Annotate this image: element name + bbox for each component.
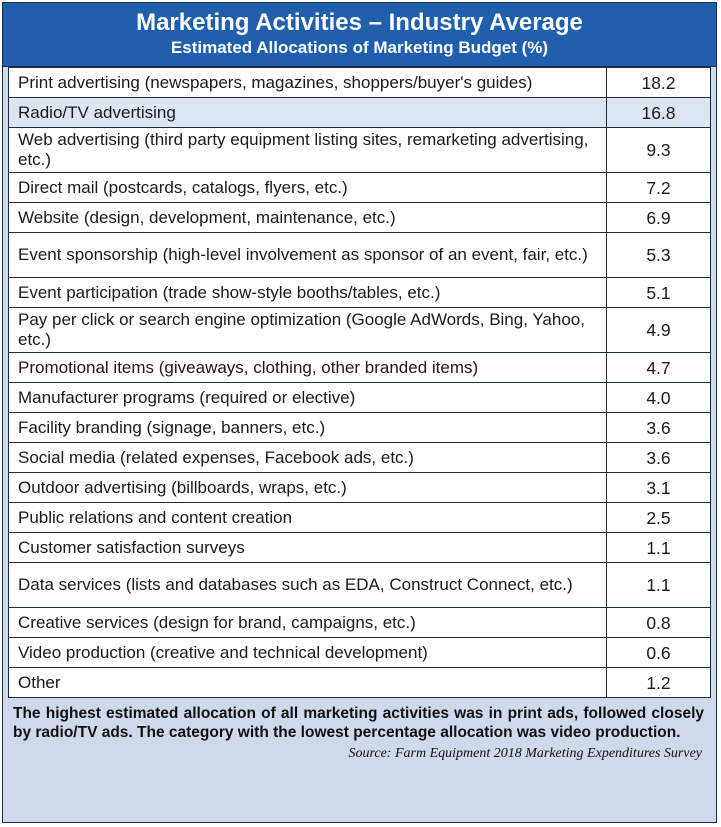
row-label: Radio/TV advertising [9,98,607,128]
row-label: Event sponsorship (high-level involvement as sponsor of an event, fair, etc.) [9,233,607,278]
row-value: 4.7 [607,353,711,383]
table-row [9,503,711,533]
row-label: Print advertising (newspapers, magazines, shoppers/buyer's guides) [9,68,607,98]
table-row [9,173,711,203]
row-value: 4.0 [607,383,711,413]
allocation-table [8,67,711,698]
table-row [9,308,711,353]
table-header [3,3,716,67]
row-label: Web advertising (third party equipment listing sites, remarketing advertising, etc.) [9,128,607,173]
table-row [9,533,711,563]
row-label: Social media (related expenses, Facebook ads, etc.) [9,443,607,473]
row-value: 1.2 [607,668,711,698]
row-label: Creative services (design for brand, campaigns, etc.) [9,608,607,638]
table-row [9,608,711,638]
row-value: 1.1 [607,563,711,608]
table-row [9,233,711,278]
row-value: 0.6 [607,638,711,668]
row-value: 2.5 [607,503,711,533]
row-value: 9.3 [607,128,711,173]
table-row [9,443,711,473]
table-row [9,563,711,608]
table-row [9,668,711,698]
row-value: 16.8 [607,98,711,128]
table-row [9,638,711,668]
row-value: 0.8 [607,608,711,638]
row-value: 5.3 [607,233,711,278]
row-value: 5.1 [607,278,711,308]
table-row [9,128,711,173]
table-row [9,68,711,98]
row-value: 3.6 [607,443,711,473]
row-label: Manufacturer programs (required or elective) [9,383,607,413]
table-row [9,473,711,503]
row-label: Other [9,668,607,698]
table-row [9,383,711,413]
table-panel [2,2,717,823]
table-row [9,98,711,128]
row-label: Video production (creative and technical development) [9,638,607,668]
row-label: Pay per click or search engine optimization (Google AdWords, Bing, Yahoo, etc.) [9,308,607,353]
row-label: Customer satisfaction surveys [9,533,607,563]
row-label: Event participation (trade show-style booths/tables, etc.) [9,278,607,308]
row-label: Website (design, development, maintenance, etc.) [9,203,607,233]
row-value: 1.1 [607,533,711,563]
row-value: 3.6 [607,413,711,443]
table-title: Marketing Activities – Industry Average [136,9,583,36]
table-subtitle: Estimated Allocations of Marketing Budget (%) [170,38,549,57]
row-value: 4.9 [607,308,711,353]
table-row [9,278,711,308]
table-row [9,413,711,443]
row-label: Outdoor advertising (billboards, wraps, etc.) [9,473,607,503]
row-value: 7.2 [607,173,711,203]
row-value: 3.1 [607,473,711,503]
table-row [9,203,711,233]
row-label: Promotional items (giveaways, clothing, other branded items) [9,353,607,383]
row-value: 6.9 [607,203,711,233]
row-label: Direct mail (postcards, catalogs, flyers, etc.) [9,173,607,203]
row-value: 18.2 [607,68,711,98]
summary-note: The highest estimated allocation of all marketing activities was in print ads, followed closely by radio/TV ads. The category with the lowest percentage allocation was video production. [13,705,704,741]
source-credit: Source: Farm Equipment 2018 Marketing Expenditures Survey [348,746,702,761]
row-label: Data services (lists and databases such as EDA, Construct Connect, etc.) [9,563,607,608]
row-label: Public relations and content creation [9,503,607,533]
table-row [9,353,711,383]
row-label: Facility branding (signage, banners, etc.) [9,413,607,443]
